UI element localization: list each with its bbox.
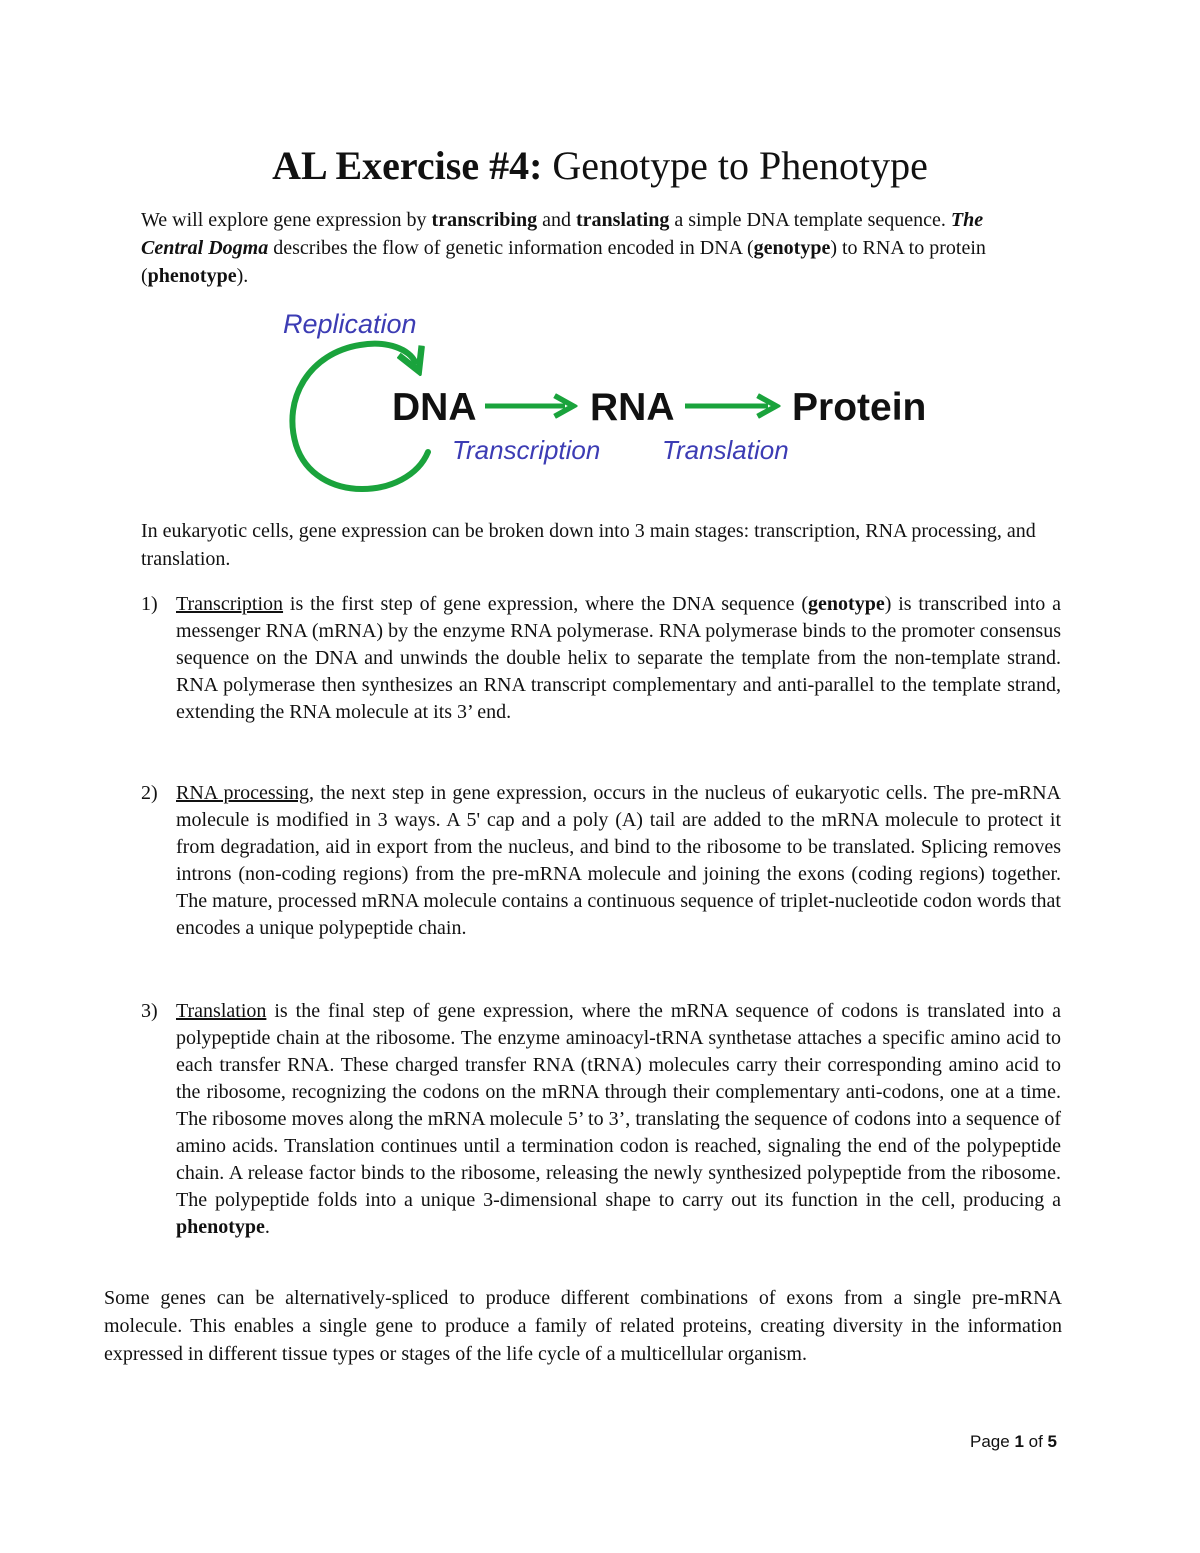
intro-text: We will explore gene expression by <box>141 209 432 231</box>
numbered-list <box>141 780 1061 942</box>
title-rest: Genotype to Phenotype <box>542 143 928 188</box>
item-bold-genotype: genotype <box>808 593 885 615</box>
intro-text: describes the flow of genetic information encoded in DNA ( <box>268 237 754 259</box>
item-text: is the first step of gene expression, where the DNA sequence ( <box>283 593 809 615</box>
item-text: , the next step in gene expression, occurs in the nucleus of eukaryotic cells. The pre-mRNA molecule is modified in 3 ways. A 5' cap and a poly (A) tail are added to the mRNA molecule to protect it from degradation, aid in export from the nucleus, and bind to the ribosome to be translated. Splicing removes introns (non-coding regions) from the pre-mRNA molecule and joining the exons (coding regions) together. The mature, processed mRNA molecule contains a continuous sequence of triplet-nucleotide codon words that encodes a unique polypeptide chain. <box>176 782 1061 939</box>
page-sep: of <box>1023 1432 1048 1451</box>
stages-paragraph: In eukaryotic cells, gene expression can be broken down into 3 main stages: transcription, RNA processing, and translation. <box>141 520 1036 570</box>
intro-central-dogma: The Central Dogma <box>141 209 984 259</box>
intro-paragraph <box>141 206 1021 290</box>
intro-text: ). <box>236 265 249 287</box>
list-item-transcription <box>141 591 1061 726</box>
intro-bold-genotype: genotype <box>753 237 831 259</box>
translation-label: Translation <box>662 435 789 465</box>
intro-bold-translating: translating <box>575 209 670 231</box>
list-item-translation <box>141 998 1061 1241</box>
rna-label: RNA <box>590 386 675 429</box>
list-item-rna-processing <box>141 780 1061 942</box>
page-number <box>970 1432 1057 1452</box>
intro-text: a simple DNA template sequence. <box>669 209 951 231</box>
page-label: Page <box>970 1432 1015 1451</box>
term-translation: Translation <box>176 1000 267 1022</box>
list-number: 1) <box>141 593 158 615</box>
page-total: 5 <box>1047 1432 1057 1451</box>
protein-label: Protein <box>792 386 927 429</box>
list-number: 2) <box>141 782 158 804</box>
intro-bold-phenotype: phenotype <box>147 265 237 287</box>
central-dogma-diagram <box>280 300 960 510</box>
term-transcription: Transcription <box>176 593 284 615</box>
page-current: 1 <box>1014 1432 1024 1451</box>
term-rna-processing: RNA processing <box>176 782 310 804</box>
title-bold: AL Exercise #4: <box>272 143 543 188</box>
numbered-list <box>141 998 1061 1241</box>
item-text: ) is transcribed into a messenger RNA (mRNA) by the enzyme RNA polymerase. RNA polymerase binds to the promoter consensus sequence on the DNA and unwinds the double helix to separate the template from the non-template strand. RNA polymerase then synthesizes an RNA transcript complementary and anti-parallel to the template strand, extending the RNA molecule at its 3’ end. <box>176 593 1061 723</box>
item-text: is the final step of gene expression, where the mRNA sequence of codons is translated into a polypeptide chain at the ribosome. The enzyme aminoacyl-tRNA synthetase attaches a specific amino acid to each transfer RNA. These charged transfer RNA (tRNA) molecules carry their corresponding amino acid to the ribosome, recognizing the codons on the mRNA through their complementary anti-codons, one at a time. The ribosome moves along the mRNA molecule 5’ to 3’, translating the sequence of codons into a sequence of amino acids. Translation continues until a termination codon is reached, signaling the end of the polypeptide chain. A release factor binds to the ribosome, releasing the newly synthesized polypeptide from the ribosome. The polypeptide folds into a unique 3-dimensional shape to carry out its function in the cell, producing a <box>176 1000 1061 1211</box>
page-title <box>0 142 1200 190</box>
intro-bold-transcribing: transcribing <box>431 209 538 231</box>
dna-label: DNA <box>392 386 477 429</box>
intro-text: ) to RNA to protein ( <box>141 237 986 287</box>
item-bold-phenotype: phenotype <box>176 1216 265 1238</box>
numbered-list <box>141 591 1061 726</box>
replication-label: Replication <box>283 309 417 339</box>
list-number: 3) <box>141 1000 158 1022</box>
transcription-label: Transcription <box>452 435 601 465</box>
closing-paragraph: Some genes can be alternatively-spliced to produce different combinations of exons from a single pre-mRNA molecule. This enables a single gene to produce a family of related proteins, creating diversity in the information expressed in different tissue types or stages of the life cycle of a multicellular organism. <box>104 1287 1062 1365</box>
item-text: . <box>264 1216 270 1238</box>
intro-text: and <box>537 209 576 231</box>
